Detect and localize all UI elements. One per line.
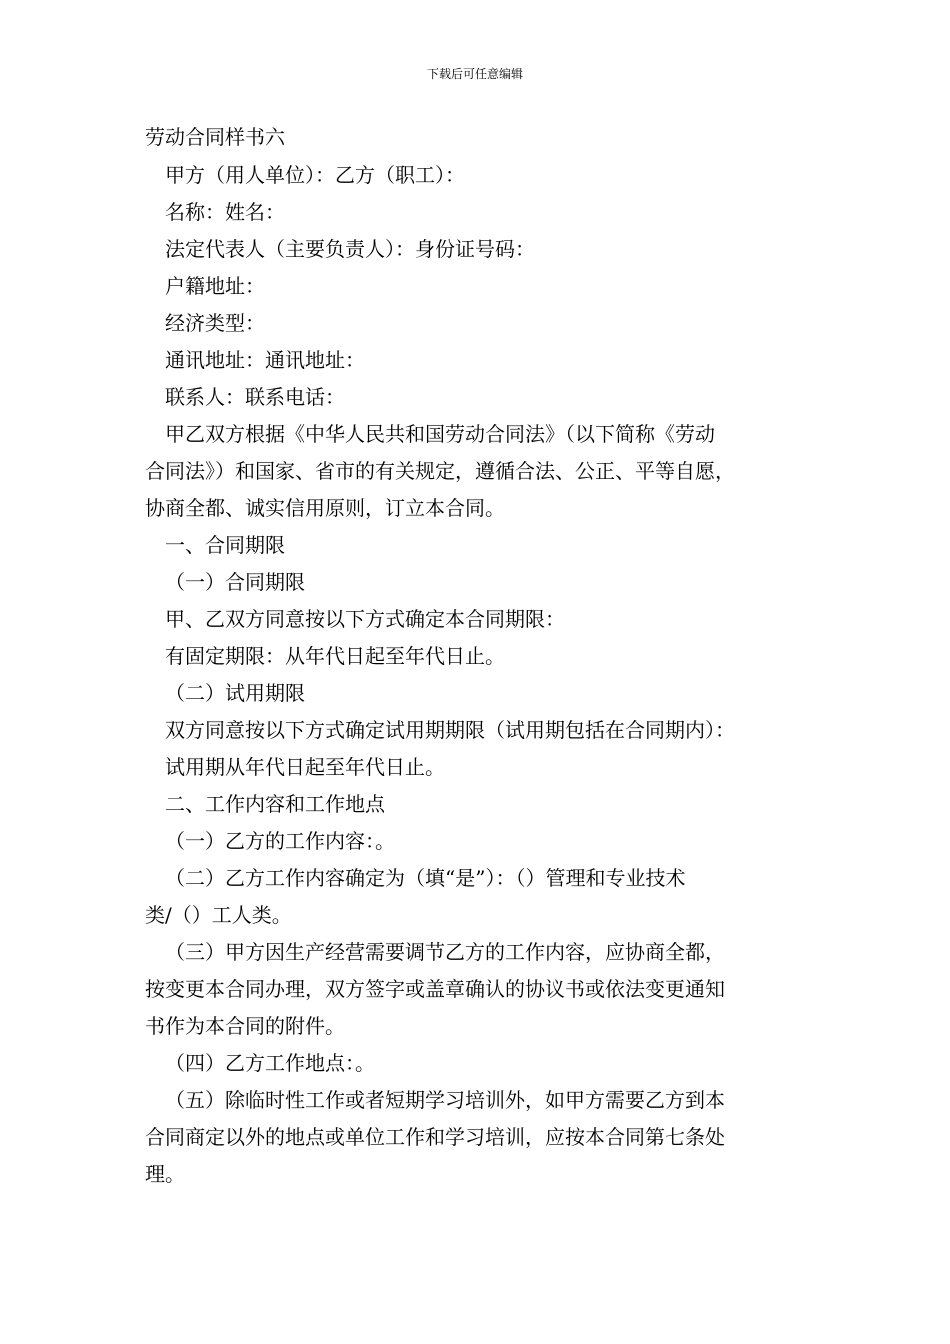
paragraph-line: （一）乙方的工作内容：。 (165, 829, 395, 853)
paragraph-line: （四）乙方工作地点：。 (165, 1051, 375, 1075)
party-line: 甲方（用人单位）：乙方（职工）： (165, 163, 465, 187)
preamble-line: 甲乙双方根据《中华人民共和国劳动合同法》（以下简称《劳动 (165, 422, 715, 446)
paragraph-line: （二）乙方工作内容确定为（填“是”）：（）管理和专业技术 (165, 866, 686, 890)
paragraph-line: 合同商定以外的地点或单位工作和学习培训，应按本合同第七条处 (145, 1125, 725, 1149)
subsection-heading: （一）合同期限 (165, 570, 305, 594)
household-address-line: 户籍地址： (165, 274, 265, 298)
economic-type-line: 经济类型： (165, 311, 265, 335)
mailing-address-line: 通讯地址：通讯地址： (165, 348, 365, 372)
paragraph-line: 有固定期限：从年代日起至年代日止。 (165, 644, 505, 668)
paragraph-line: （三）甲方因生产经营需要调节乙方的工作内容，应协商全都， (165, 940, 725, 964)
preamble-line: 协商全都、诚实信用原则，订立本合同。 (145, 496, 505, 520)
legal-representative-line: 法定代表人（主要负责人）：身份证号码： (165, 237, 535, 261)
section-heading: 一、合同期限 (165, 533, 285, 557)
paragraph-line: 理。 (145, 1162, 185, 1186)
paragraph-line: 试用期从年代日起至年代日止。 (165, 755, 445, 779)
document-title: 劳动合同样书六 (145, 125, 285, 149)
section-heading: 二、工作内容和工作地点 (165, 792, 385, 816)
page-header-note: 下载后可任意编辑 (426, 67, 523, 81)
name-line: 名称：姓名： (165, 200, 285, 224)
paragraph-line: 类/（）工人类。 (145, 903, 292, 927)
preamble-line: 合同法》）和国家、省市的有关规定，遵循合法、公正、平等自愿， (145, 459, 735, 483)
paragraph-line: 书作为本合同的附件。 (145, 1014, 345, 1038)
paragraph-line: 甲、乙双方同意按以下方式确定本合同期限： (165, 607, 565, 631)
paragraph-line: 双方同意按以下方式确定试用期期限（试用期包括在合同期内）： (165, 718, 735, 742)
contact-line: 联系人：联系电话： (165, 385, 345, 409)
paragraph-line: （五）除临时性工作或者短期学习培训外，如甲方需要乙方到本 (165, 1088, 725, 1112)
document-body (145, 157, 825, 1193)
paragraph-line: 按变更本合同办理，双方签字或盖章确认的协议书或依法变更通知 (145, 977, 725, 1001)
subsection-heading: （二）试用期限 (165, 681, 305, 705)
